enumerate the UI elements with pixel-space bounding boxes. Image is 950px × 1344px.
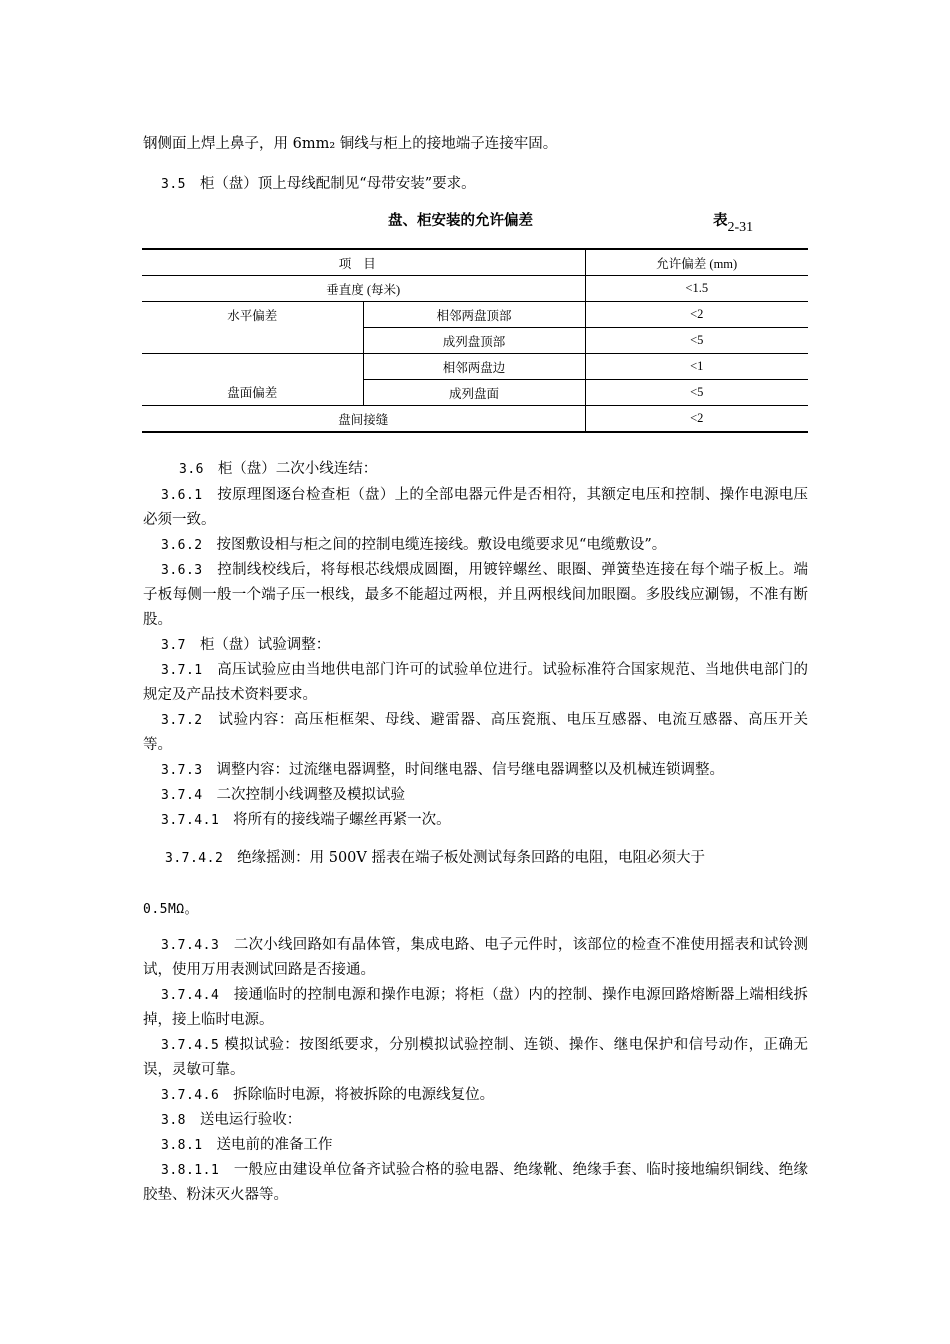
table-row xyxy=(142,406,808,433)
table-title: 盘、柜安装的允许偏差 xyxy=(388,213,533,229)
row-value: <5 xyxy=(585,328,808,354)
paragraph-3-7-1: 3.7.1 高压试验应由当地供电部门许可的试验单位进行。试验标准符合国家规范、当地供电部门的规定及产品技术资料要求。 xyxy=(143,662,809,703)
row-label: 盘间接缝 xyxy=(142,406,585,433)
paragraph-3-6-1: 3.6.1 按原理图逐台检查柜（盘）上的全部电器元件是否相符，其额定电压和控制、操作电源电压必须一致。 xyxy=(143,487,809,528)
row-label: 垂直度 (每米) xyxy=(142,276,585,302)
group-label: 水平偏差 xyxy=(142,302,363,354)
paragraph-3-7-4-5: 3.7.4.5 模拟试验：按图纸要求，分别模拟试验控制、连锁、操作、继电保护和信号动作，正确无误，灵敏可靠。 xyxy=(143,1037,809,1078)
header-item: 项目 xyxy=(142,249,585,276)
table-number: 表$_{2-31}$ xyxy=(713,213,754,235)
paragraph-3-7-3: 3.7.3 调整内容：过流继电器调整，时间继电器、信号继电器调整以及机械连锁调整。 xyxy=(161,762,724,778)
paragraph-3-8-1: 3.8.1 送电前的准备工作 xyxy=(161,1137,333,1153)
row-label: 成列盘面 xyxy=(363,380,585,406)
paragraph-3-7-4-1: 3.7.4.1 将所有的接线端子螺丝再紧一次。 xyxy=(161,812,451,828)
row-value: <1 xyxy=(585,354,808,380)
paragraph-continuation: 钢侧面上焊上鼻子，用 6mm₂ 铜线与柜上的接地端子连接牢固。 xyxy=(143,136,558,152)
paragraph-3-7-4-3: 3.7.4.3 二次小线回路如有晶体管，集成电路、电子元件时，该部位的检查不准使用摇表和试铃测试，使用万用表测试回路是否接通。 xyxy=(143,937,808,978)
row-value: <1.5 xyxy=(585,276,808,302)
row-label: 成列盘顶部 xyxy=(363,328,585,354)
row-label: 相邻两盘边 xyxy=(363,354,585,380)
paragraph-3-8-1-1: 3.8.1.1 一般应由建设单位备齐试验合格的验电器、绝缘靴、绝缘手套、临时接地编织铜线、绝缘胶垫、粉沫灭火器等。 xyxy=(143,1162,808,1203)
row-value: <2 xyxy=(585,406,808,433)
paragraph-3-7-4-4: 3.7.4.4 接通临时的控制电源和操作电源；将柜（盘）内的控制、操作电源回路熔断器上端相线拆掉，接上临时电源。 xyxy=(143,987,808,1028)
tolerance-table xyxy=(142,248,808,433)
table-header-row xyxy=(142,249,808,276)
table-row xyxy=(142,276,808,302)
paragraph-3-6-3: 3.6.3 控制线校线后，将每根芯线煨成圆圈，用镀锌螺丝、眼圈、弹簧垫连接在每个端子板上。端子板每侧一般一个端子压一根线，最多不能超过两根，并且两根线间加眼圈。多股线应涮锡，不准有断股。 xyxy=(143,562,809,628)
header-value: 允许偏差 (mm) xyxy=(585,249,808,276)
paragraph-3-7-4-6: 3.7.4.6 拆除临时电源，将被拆除的电源线复位。 xyxy=(161,1087,495,1103)
table-row xyxy=(142,302,808,328)
group-label: 盘面偏差 xyxy=(142,354,363,406)
paragraph-3-7: 3.7 柜（盘）试验调整： xyxy=(161,637,331,653)
paragraph-3-5: 3.5 柜（盘）顶上母线配制见“母带安装”要求。 xyxy=(161,176,476,192)
paragraph-3-8: 3.8 送电运行验收： xyxy=(161,1112,302,1128)
paragraph-3-7-2: 3.7.2 试验内容：高压柜框架、母线、避雷器、高压瓷瓶、电压互感器、电流互感器、高压开关等。 xyxy=(143,712,808,753)
row-value: <2 xyxy=(585,302,808,328)
paragraph-3-7-4-2: 3.7.4.2 绝缘摇测：用 500V 摇表在端子板处测试每条回路的电阻，电阻必须大于 xyxy=(165,850,705,866)
paragraph-3-6: 3.6 柜（盘）二次小线连结： xyxy=(179,461,378,477)
paragraph-3-7-4: 3.7.4 二次控制小线调整及模拟试验 xyxy=(161,787,405,803)
row-label: 相邻两盘顶部 xyxy=(363,302,585,328)
table-row xyxy=(142,354,808,380)
row-value: <5 xyxy=(585,380,808,406)
paragraph-3-6-2: 3.6.2 按图敷设相与柜之间的控制电缆连接线。敷设电缆要求见“电缆敷设”。 xyxy=(161,537,667,553)
paragraph-3-7-4-2-cont: 0.5MΩ。 xyxy=(143,902,199,917)
